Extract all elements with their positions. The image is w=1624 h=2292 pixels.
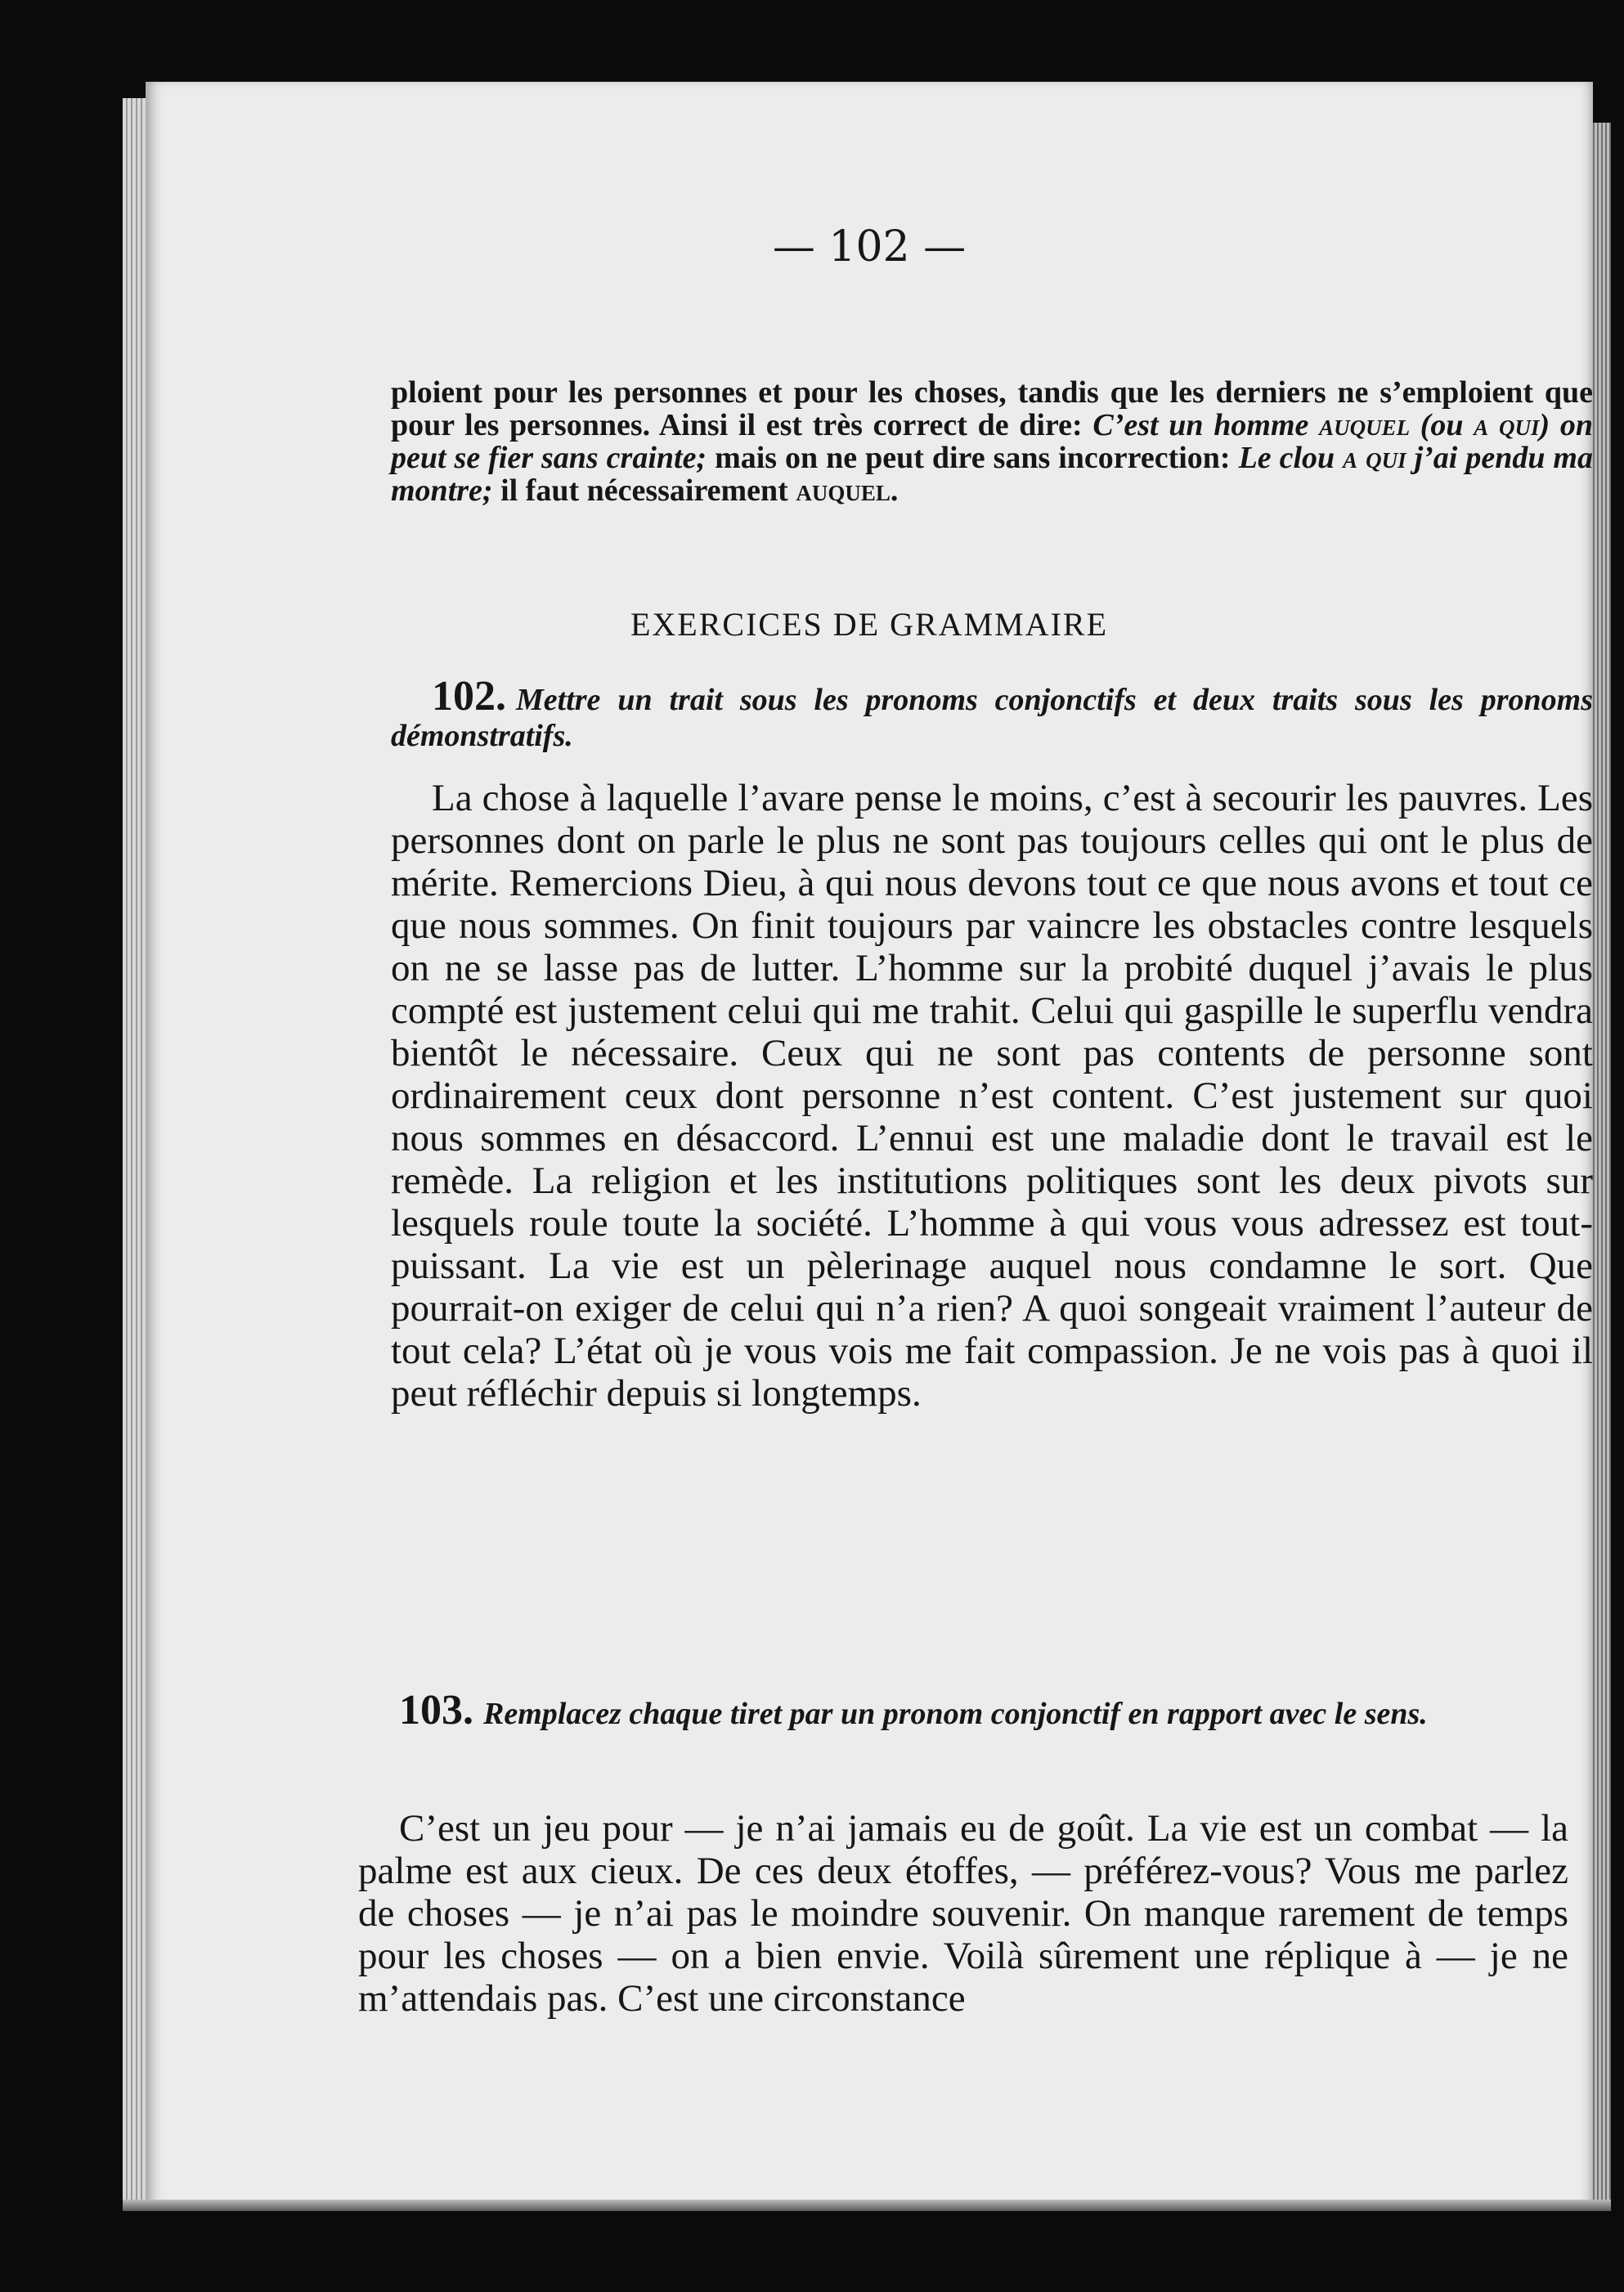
- intro-paragraph: ploient pour les personnes et pour les choses, tandis que les derniers ne s’emploient que pour les personnes. Ainsi il est très correct de dire: C’est un homme auquel (ou a qui) on peut se fier sans crainte; mais on ne peut dire sans incorrection: Le clou a qui j’ai pendu ma montre; il faut nécessairement auquel.: [391, 375, 1593, 508]
- exercise-103-instruction-text: Remplacez chaque tiret par un pronom conjonctif en rapport avec le sens.: [483, 1697, 1428, 1731]
- book-page: [146, 82, 1593, 2208]
- exercise-102-number: 102.: [432, 673, 506, 720]
- intro-text-3: il faut nécessairement: [492, 473, 796, 508]
- intro-example-2: Le clou a qui j’ai pendu ma montre;: [391, 441, 1593, 508]
- exercise-103-text: C’est un jeu pour — je n’ai jamais eu de goût. La vie est un combat — la palme est aux cieux. De ces deux étoffes, — préférez-vous? Vous me parlez de choses — je n’ai pas le moindre souvenir. On manque rarement de temps pour les choses — on a bien envie. Voilà sûrement une réplique à — je ne m’attendais pas. C’est une circonstance: [358, 1807, 1568, 2020]
- exercise-102-text: La chose à laquelle l’avare pense le moins, c’est à secourir les pauvres. Les personnes dont on parle le plus ne sont pas toujours celles qui ont le plus de mérite. Remercions Dieu, à qui nous devons tout ce que nous avons et tout ce que nous sommes. On finit toujours par vaincre les obstacles contre lesquels on ne se lasse pas de lutter. L’homme sur la probité duquel j’avais le plus compté est justement celui qui me trahit. Celui qui gaspille le superflu vendra bientôt le nécessaire. Ceux qui ne sont pas contents de personne sont ordinairement ceux dont personne n’est content. C’est justement sur quoi nous sommes en désaccord. L’ennui est une maladie dont le travail est le remède. La religion et les institutions politiques sont les deux pivots sur lesquels roule toute la société. L’homme à qui vous vous adressez est tout-puissant. La vie est un pèlerinage auquel nous condamne le sort. Que pourrait-on exiger de celui qui n’a rien? A quoi songeait vraiment l’auteur de tout cela? L’état où je vous vois me fait compassion. Je ne vois pas à quoi il peut réfléchir depuis si longtemps.: [391, 777, 1593, 1415]
- exercise-103-number: 103.: [399, 1687, 473, 1734]
- intro-text-2: mais on ne peut dire sans incorrection:: [707, 441, 1239, 475]
- book-page-bottom-edge: [123, 2200, 1611, 2211]
- intro-example-1: C’est un homme auquel (ou a qui) on peut se fier sans crainte;: [391, 408, 1593, 475]
- intro-text-3-keyword: auquel: [796, 473, 891, 508]
- exercise-103-instruction: [358, 1687, 1593, 1734]
- exercise-102-instruction-text: Mettre un trait sous les pronoms conjonctifs et deux traits sous les pronoms démonstratifs.: [391, 683, 1593, 753]
- section-heading: EXERCICES DE GRAMMAIRE: [630, 606, 1109, 643]
- intro-text-1: ploient pour les personnes et pour les choses, tandis que les derniers ne s’emploient que pour les personnes. Ainsi il est très correct de dire:: [391, 375, 1593, 442]
- page-number: — 102 —: [772, 222, 967, 271]
- exercise-102-instruction: [391, 673, 1593, 754]
